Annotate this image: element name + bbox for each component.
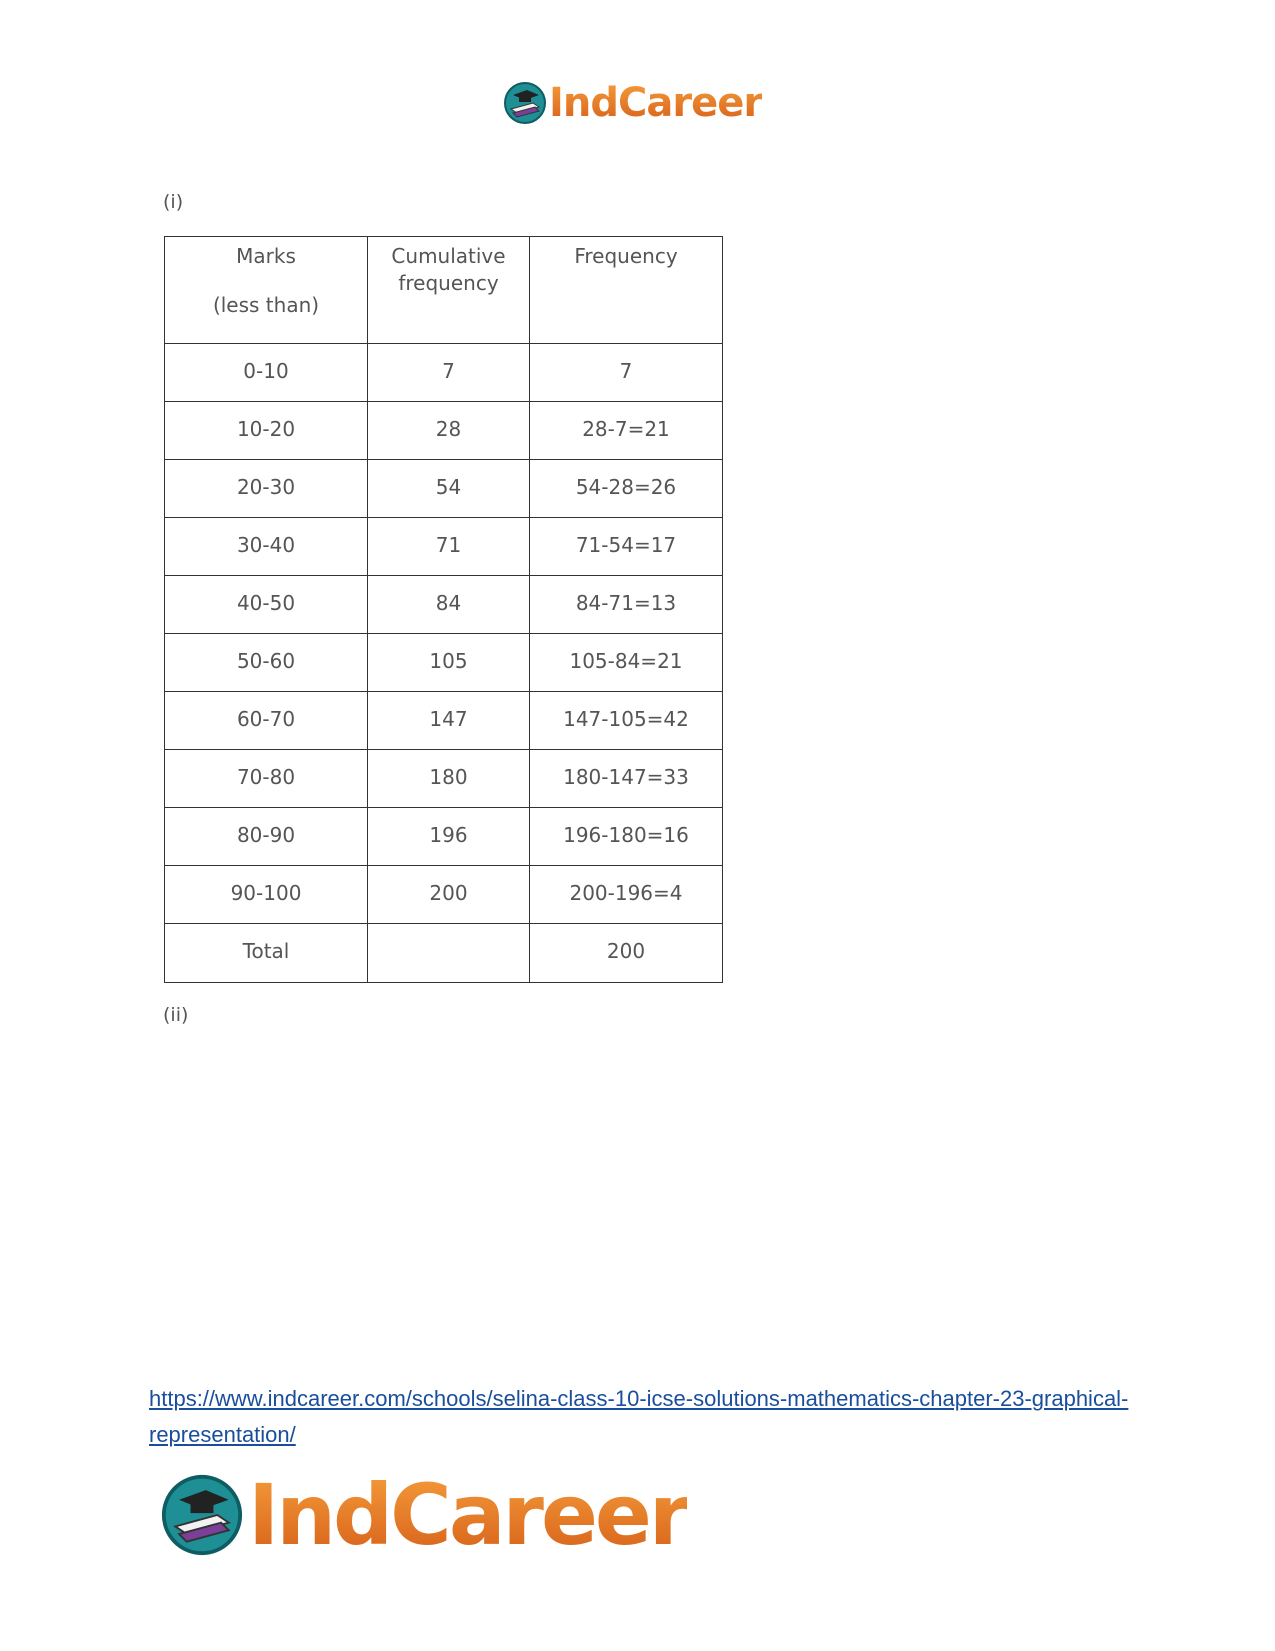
table-row (165, 576, 723, 634)
cell-cumulative: 147 (368, 692, 530, 750)
header-marks-label: Marks (236, 244, 296, 268)
cell-total-cumulative (368, 924, 530, 983)
cell-cumulative: 200 (368, 866, 530, 924)
header-logo (503, 80, 762, 126)
cell-cumulative: 54 (368, 460, 530, 518)
logo-wordmark: IndCareer (549, 80, 763, 126)
cell-cumulative: 196 (368, 808, 530, 866)
header-marks-sub: (less than) (212, 293, 320, 317)
header-frequency: Frequency (530, 237, 723, 344)
table-row (165, 518, 723, 576)
table-row (165, 750, 723, 808)
cell-frequency: 7 (530, 344, 723, 402)
cell-marks: 20-30 (165, 460, 368, 518)
frequency-table (164, 236, 723, 983)
cell-total-frequency: 200 (530, 924, 723, 983)
graduation-books-icon (160, 1473, 244, 1557)
table-row (165, 460, 723, 518)
cell-frequency: 105-84=21 (530, 634, 723, 692)
source-link[interactable]: https://www.indcareer.com/schools/selina-class-10-icse-solutions-mathematics-chapter-23-graphical-representation/ (149, 1386, 1129, 1447)
table-row (165, 692, 723, 750)
cell-marks: 70-80 (165, 750, 368, 808)
table-row (165, 402, 723, 460)
cell-frequency: 200-196=4 (530, 866, 723, 924)
cell-marks: 40-50 (165, 576, 368, 634)
cell-cumulative: 28 (368, 402, 530, 460)
table-row (165, 866, 723, 924)
cell-marks: 50-60 (165, 634, 368, 692)
cell-cumulative: 84 (368, 576, 530, 634)
cell-marks: 0-10 (165, 344, 368, 402)
cell-cumulative: 105 (368, 634, 530, 692)
cell-cumulative: 7 (368, 344, 530, 402)
footer-logo (160, 1466, 688, 1564)
cell-frequency: 196-180=16 (530, 808, 723, 866)
section-label-i: (i) (163, 191, 184, 213)
section-label-ii: (ii) (163, 1004, 189, 1026)
cell-frequency: 71-54=17 (530, 518, 723, 576)
cell-marks: 30-40 (165, 518, 368, 576)
graduation-books-icon (503, 81, 547, 125)
cell-cumulative: 180 (368, 750, 530, 808)
cell-frequency: 28-7=21 (530, 402, 723, 460)
table-row (165, 634, 723, 692)
cell-marks: 90-100 (165, 866, 368, 924)
cell-frequency: 147-105=42 (530, 692, 723, 750)
table-header-row (165, 237, 723, 344)
table-total-row (165, 924, 723, 983)
table-row (165, 344, 723, 402)
cell-total-label: Total (165, 924, 368, 983)
logo-wordmark: IndCareer (248, 1466, 688, 1564)
cell-marks: 80-90 (165, 808, 368, 866)
header-marks (165, 237, 368, 344)
cell-marks: 10-20 (165, 402, 368, 460)
table-row (165, 808, 723, 866)
cell-frequency: 54-28=26 (530, 460, 723, 518)
cell-marks: 60-70 (165, 692, 368, 750)
header-cumulative-frequency: Cumulative frequency (368, 237, 530, 344)
cell-cumulative: 71 (368, 518, 530, 576)
cell-frequency: 84-71=13 (530, 576, 723, 634)
cell-frequency: 180-147=33 (530, 750, 723, 808)
